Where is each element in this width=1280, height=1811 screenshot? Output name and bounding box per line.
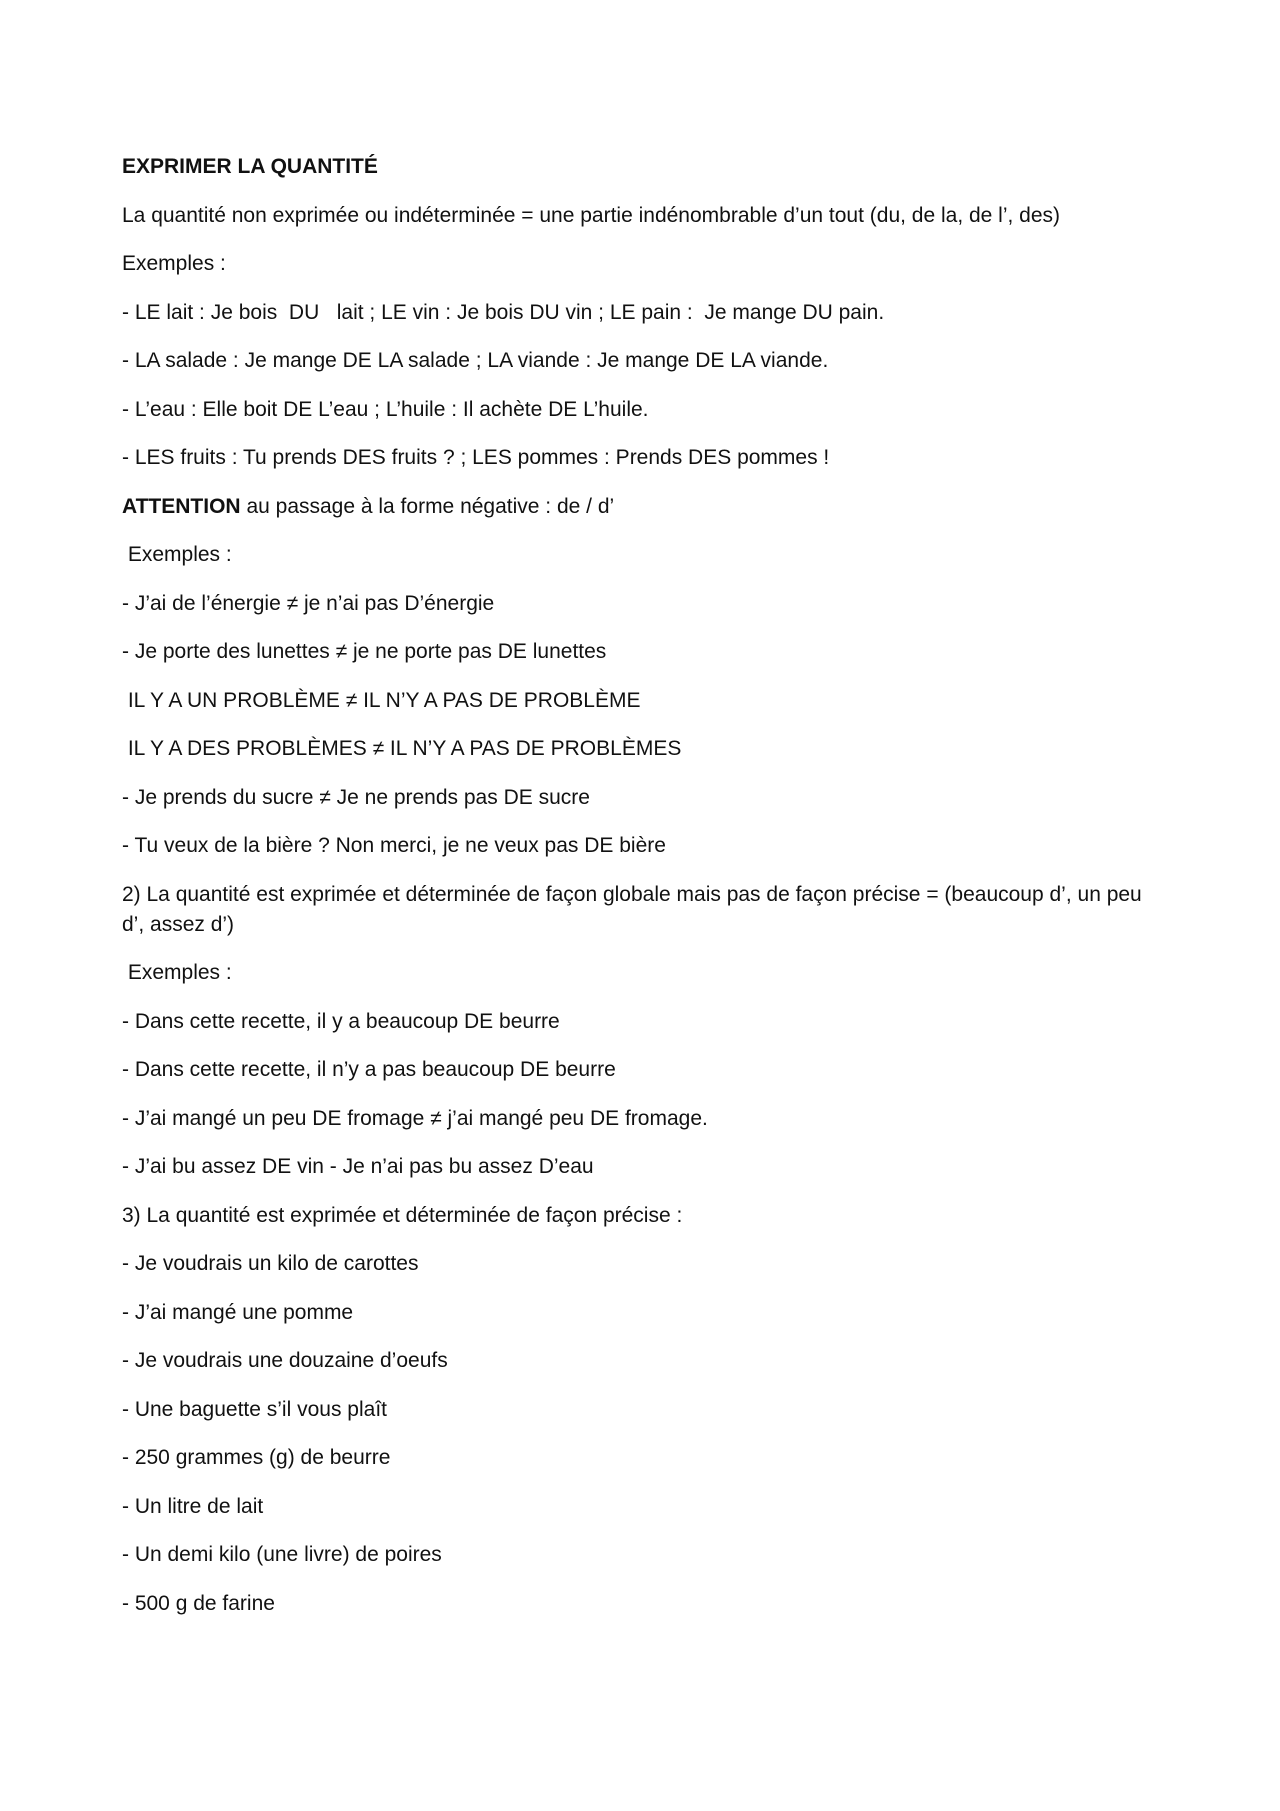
example-line: - Un litre de lait [122, 1494, 264, 1518]
attention-text: au passage à la forme négative : de / d’ [240, 494, 615, 518]
example-line: - LA salade : Je mange DE LA salade ; LA viande : Je mange DE LA viande. [122, 349, 829, 372]
examples-label: Exemples : [122, 543, 232, 566]
negative-example-line: - J’ai de l’énergie ≠ je n’ai pas D’énergie [122, 591, 495, 615]
document-title: EXPRIMER LA QUANTITÉ [122, 155, 378, 178]
example-line: - J’ai bu assez DE vin - Je n’ai pas bu assez D’eau [122, 1155, 594, 1178]
section-2-heading: 2) La quantité est exprimée et déterminée de façon globale mais pas de façon précise = (beaucoup d’, un peu d’, assez d’) [122, 882, 1148, 936]
examples-label: Exemples : [122, 961, 232, 984]
example-line: - J’ai mangé un peu DE fromage ≠ j’ai mangé peu DE fromage. [122, 1106, 708, 1130]
example-line: - Un demi kilo (une livre) de poires [122, 1543, 442, 1566]
intro-paragraph: La quantité non exprimée ou indéterminée = une partie indénombrable d’un tout (du, de la, de l’, des) [122, 203, 1061, 227]
example-line: - Dans cette recette, il y a beaucoup DE beurre [122, 1009, 560, 1033]
negative-example-line: - Je prends du sucre ≠ Je ne prends pas DE sucre [122, 785, 590, 809]
example-line: - J’ai mangé une pomme [122, 1300, 354, 1324]
negative-example-line: IL Y A UN PROBLÈME ≠ IL N’Y A PAS DE PROBLÈME [122, 688, 641, 712]
example-line: - L’eau : Elle boit DE L’eau ; L’huile : Il achète DE L’huile. [122, 397, 649, 421]
examples-label: Exemples : [122, 252, 226, 275]
negative-example-line: IL Y A DES PROBLÈMES ≠ IL N’Y A PAS DE PROBLÈMES [122, 737, 682, 760]
negative-example-line: - Je porte des lunettes ≠ je ne porte pas DE lunettes [122, 640, 607, 663]
negative-example-line: - Tu veux de la bière ? Non merci, je ne veux pas DE bière [122, 834, 666, 857]
example-line: - Je voudrais une douzaine d’oeufs [122, 1349, 448, 1372]
example-line: - Une baguette s’il vous plaît [122, 1397, 387, 1421]
document-body [122, 152, 1162, 1637]
attention-keyword: ATTENTION [122, 494, 241, 518]
example-line: - LES fruits : Tu prends DES fruits ? ; LES pommes : Prends DES pommes ! [122, 446, 830, 469]
example-line: - LE lait : Je bois DU lait ; LE vin : Je bois DU vin ; LE pain : Je mange DU pain. [122, 300, 885, 324]
attention-paragraph [122, 492, 1162, 522]
example-line: - 500 g de farine [122, 1591, 275, 1615]
example-line: - Je voudrais un kilo de carottes [122, 1252, 419, 1275]
section-3-heading: 3) La quantité est exprimée et déterminée de façon précise : [122, 1203, 683, 1227]
example-line: - 250 grammes (g) de beurre [122, 1446, 391, 1469]
example-line: - Dans cette recette, il n’y a pas beaucoup DE beurre [122, 1058, 616, 1081]
